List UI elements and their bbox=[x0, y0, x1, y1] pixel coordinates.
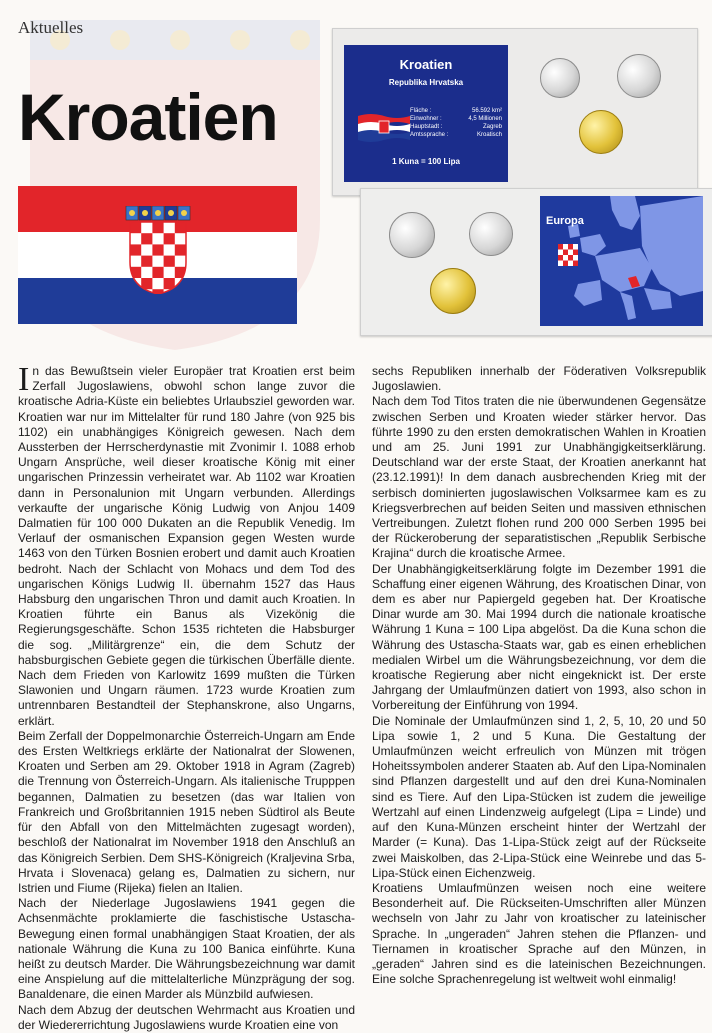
article-paragraph: sechs Republiken innerhalb der Föderativen Volksrepublik Jugoslawien. bbox=[372, 364, 706, 394]
mini-flag-icon bbox=[358, 112, 410, 142]
coin-1-kuna bbox=[540, 58, 580, 98]
coin-2-kuna bbox=[617, 54, 661, 98]
section-label: Aktuelles bbox=[18, 18, 84, 37]
coat-of-arms-icon bbox=[124, 206, 192, 294]
article-paragraph: Nach der Niederlage Jugoslawiens 1941 gegen die Achsenmächte proklamierte die faschistische Ustascha-Bewegung einen formal unabhängigen Staat Kroatien, der als nationale Währung die Kuna zu 100 Banica einführte. Kuna heißt zu deutsch Marder. Die Währungsbezeichnung war damit eine Anspielung auf die mittelalterliche Münzprägung der sog. Banaldenare, die einen Marder als Münzbild aufwiesen. bbox=[18, 896, 355, 1002]
coin-1-lipa bbox=[469, 212, 513, 256]
info-title: Kroatien bbox=[399, 57, 453, 72]
article-paragraph: Die Nominale der Umlaufmünzen sind 1, 2, 5, 10, 20 und 50 Lipa sowie 1, 2 und 5 Kuna. Die Gestaltung der Umlaufmünzen weicht erfreulich von Münzen mit trögen Hoheitssymbolen anderer Staaten ab. Auf den Lipa-Nominalen sind Pflanzen dargestellt und auf den drei Kuna-Nominalen sind es Tiere. Auf den Lipa-Stücken ist zudem die jeweilige Wertzahl auf einen Lindenzweig aufgelegt (Lipa = Linde) und auf den Kuna-Münzen erscheint hinter der Wertzahl der Marder (= Kuna). Das 1-Lipa-Stück zeigt auf der Rückseite zwei Maiskolben, das 2-Lipa-Stück eine Weinrebe und das 5-Lipa-Stück einen Eichenzweig. bbox=[372, 713, 706, 880]
coin-50-lipa bbox=[430, 268, 476, 314]
article-paragraph: Kroatiens Umlaufmünzen weisen noch eine weitere Besonderheit auf. Die Rückseiten-Umschriften aller Münzen wechseln von Jahr zu Jahr von kroatischer zu lateinischer Sprache. In „ungeraden“ Jahren stehen die Pflanzen- und Tiernamen in kroatischer Sprache auf den Münzen, in „geraden“ Jahren sind es die lateinischen Bezeichnungen. Eine solche Sprachenregelung ist weltweit wohl einmalig! bbox=[372, 880, 706, 987]
page-title: Kroatien bbox=[18, 80, 278, 154]
article-column-left bbox=[18, 361, 355, 1033]
coin-20-lipa bbox=[579, 110, 623, 154]
fact-row: Einwohner : 4,5 Millionen bbox=[410, 116, 502, 122]
fact-row: Amtssprache : Kroatisch bbox=[410, 132, 502, 138]
article-paragraph: Nach dem Abzug der deutschen Wehrmacht aus Kroatien und der Wiedererrichtung Jugoslawiens wurde Kroatien eine von bbox=[18, 1002, 355, 1032]
coin-5-kuna bbox=[389, 212, 435, 258]
map-label: Europa bbox=[546, 215, 584, 227]
article-paragraph: Der Unabhängigkeitserklärung folgte im Dezember 1991 die Schaffung einer eigenen Währung, des Kroatischen Dinar, von dem es aber nur Papiergeld gegeben hat. Der Kroatische Dinar wurde am 30. Mai 1994 durch die nationale kroatische Währung 1 Kuna = 100 Lipa abgelöst. Da die Kuna schon die Währung des Ustascha-Staats war, gab es einen erheblichen medialen Wirbel um die Währungsbezeichnung, vor dem die kroatische Regierung aber nicht eingeknickt ist. Der erste Jahrgang der Umlaufmünzen datiert von 1993, also schon in Vorbereitung der Einführung von 1994. bbox=[372, 561, 706, 713]
currency-line: 1 Kuna = 100 Lipa bbox=[392, 157, 460, 166]
article-column-right bbox=[372, 364, 706, 987]
article-paragraph: Beim Zerfall der Doppelmonarchie Österreich-Ungarn am Ende des Ersten Weltkriegs erklärte der Nationalrat der Slowenen, Kroaten und Serben am 29. Oktober 1918 in Agram (Zagreb) die Trennung von Österreich-Ungarn. Als italienische Trupppen begannen, Dalmatien zu besetzen (das war Italien von Frankreich und Großbritannien 1915 neben Südtirol als Beute für den Abfall von den Mittelmächten zugesagt worden), beschloß der Nationalrat im November 1918 den Anschluß an das Königreich Serbien. Dem SHS-Königreich (Kraljevina Srba, Hrvata i Slovenaca) gelang es, Dalmatien zu sichern, nur Istrien und Fiume (Rijeka) fielen an Italien. bbox=[18, 728, 355, 895]
fact-row: Fläche : 56.592 km² bbox=[410, 108, 502, 114]
article-paragraph: Nach dem Tod Titos traten die nie überwundenen Gegensätze zwischen Serben und Kroaten wieder stärker hervor. Das führte 1990 zu den ersten demokratischen Wahlen in Kroatien und am 25. Juni 1991 zur Unabhängigkeitserklärung. Deutschland war der erste Staat, der Kroatien anerkannt hat (23.12.1991)! In dem danach ausbrechenden Krieg mit der serbisch dominierten jugoslawischen Volksarmee kam es zu Kriegsverbrechen auf beiden Seiten und massiven ethnischen Vertreibungen. Zuletzt flohen rund 200 000 Serben 1995 bei der Rückeroberung der separatistischen „Republik Serbische Krajina“ durch die kroatische Armee. bbox=[372, 394, 706, 561]
info-subtitle: Republika Hrvatska bbox=[388, 78, 464, 87]
dropcap: I bbox=[18, 361, 30, 398]
article-paragraph: In das Bewußtsein vieler Europäer trat Kroatien erst beim Zerfall Jugoslawiens, obwohl schon lange zuvor die kroatische Adria-Küste ein beliebtes Urlaubsziel geworden war. Kroatien war nur im Mittelalter für rund 180 Jahre (von 925 bis 1102) ein unabhängiges Königreich gewesen. Nach dem Aussterben der Herrscherdynastie mit Zvonimir I. 1088 erhob Ungarn Ansprüche, weil dieser kroatische König mit einer ungarischen Prinzessin verheiratet war. Ab 1102 war Kroatien dann in Personalunion mit Ungarn verbunden. Allerdings verkaufte der ungarische König Ludwig von Anjou 1409 Dalmatien für 100 000 Dukaten an die Republik Venedig. Im Verlauf der osmanischen Expansion gegen Westen wurde 1463 von den Türken Bosnien erobert und damit auch Kroatien bedroht. Nach der Schlacht von Mohacs und dem Tod des ungarischen Königs Ludwig II. übernahm 1527 das Haus Habsburg den ungarischen Thron und damit auch Kroatien. In Kroatien führte ein Banus als Vizekönig die Regierungsgeschäfte. Schon 1535 richteten die Habsburger die sog. „Militärgrenze“ ein, die dem Schutz der habsburgischen Gebiete gegen die türkischen Überfälle diente. Nach dem Frieden von Karlowitz 1699 mußten die Türken Slawonien und Ungarn räumen. 1723 wurde Kroatien zum untrennbaren Bestandteil der Stephanskrone, also Ungarns, erklärt. bbox=[18, 361, 355, 728]
fact-row: Hauptstadt : Zagreb bbox=[410, 124, 502, 130]
